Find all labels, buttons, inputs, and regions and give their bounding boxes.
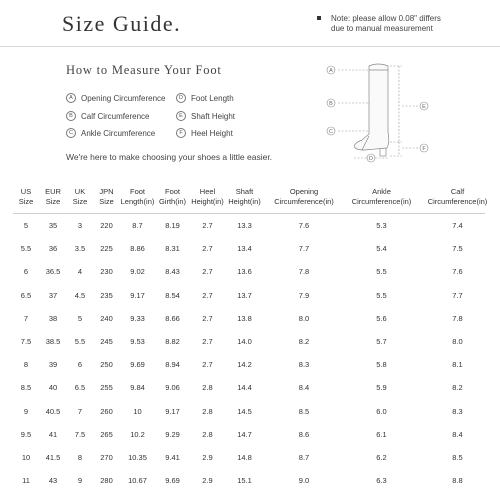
table-cell: 9.17: [165, 406, 180, 416]
letter-b-icon: B: [66, 111, 76, 121]
table-cell: 43: [48, 476, 58, 486]
table-cell: 9.29: [165, 429, 180, 439]
table-cell: 14.7: [237, 429, 252, 439]
table-row: [13, 400, 496, 423]
table-cell: 235: [100, 290, 113, 300]
column-header-line: Girth(in): [158, 197, 187, 206]
column-header: [344, 180, 419, 214]
table-cell: 10.2: [130, 429, 145, 439]
table-cell: 5.3: [376, 221, 387, 231]
column-header: [13, 180, 39, 214]
table-cell: 225: [100, 244, 113, 254]
column-header-line: Size: [45, 197, 61, 206]
table-cell: 9.69: [165, 476, 180, 486]
help-text: We're here to make choosing your shoes a little easier.: [66, 152, 273, 162]
table-row: [13, 237, 496, 260]
column-header-line: Heel: [199, 187, 216, 196]
table-cell: 13.4: [237, 244, 252, 254]
legend-item-shaft-height: [176, 111, 235, 121]
column-header: [39, 180, 67, 214]
table-cell: 8.66: [165, 313, 180, 323]
table-cell: 8.19: [165, 221, 180, 231]
table-cell: 5.8: [376, 360, 387, 370]
legend-label: Calf Circumference: [81, 111, 150, 121]
column-header-line: Ankle: [372, 187, 391, 196]
table-cell: 2.8: [202, 383, 213, 393]
table-cell: 7.6: [452, 267, 463, 277]
table-cell: 2.8: [202, 406, 213, 416]
table-cell: 10.67: [128, 476, 147, 486]
column-header: [67, 180, 93, 214]
table-cell: 5.6: [376, 313, 387, 323]
table-cell: 10: [133, 406, 142, 416]
letter-d-icon: D: [176, 93, 186, 103]
table-cell: 13.6: [237, 267, 252, 277]
table-cell: 2.7: [202, 313, 213, 323]
column-header-line: Shaft: [235, 187, 254, 196]
table-cell: 6.0: [376, 406, 387, 416]
table-cell: 7.7: [452, 290, 463, 300]
legend-label: Shaft Height: [191, 111, 236, 121]
table-cell: 270: [100, 452, 113, 462]
letter-e-icon: E: [176, 111, 186, 121]
table-cell: 8.3: [452, 406, 463, 416]
legend-item-foot-length: [176, 93, 234, 103]
table-cell: 11: [22, 476, 30, 486]
diagram-label-d: D: [369, 156, 373, 162]
table-cell: 7.5: [20, 337, 32, 347]
table-cell: 8.5: [452, 452, 463, 462]
table-cell: 6.5: [74, 383, 86, 393]
table-cell: 245: [100, 337, 113, 347]
column-header-line: EUR: [45, 187, 61, 196]
table-cell: 14.8: [237, 452, 252, 462]
table-cell: 8.5: [20, 383, 32, 393]
table-cell: 5.5: [20, 244, 32, 254]
column-header: [190, 180, 225, 214]
table-cell: 7.7: [298, 244, 310, 254]
table-cell: 8.31: [165, 244, 180, 254]
table-cell: 41: [48, 429, 58, 439]
table-cell: 14.4: [237, 383, 252, 393]
table-cell: 9.41: [165, 452, 180, 462]
table-cell: 37: [48, 290, 58, 300]
column-header-line: Circumference(in): [274, 197, 334, 206]
measure-title: How to Measure Your Foot: [66, 63, 222, 77]
table-cell: 13.7: [237, 290, 252, 300]
column-header-line: Circumference(in): [351, 197, 412, 206]
column-header-line: Opening: [289, 187, 319, 196]
legend-item-heel-height: [176, 128, 233, 138]
table-cell: 36.5: [45, 267, 61, 277]
table-cell: 35: [48, 221, 58, 231]
table-cell: 7.9: [298, 290, 310, 300]
table-cell: 15.1: [237, 476, 252, 486]
table-cell: 8: [77, 452, 83, 462]
table-cell: 230: [100, 267, 113, 277]
table-cell: 8: [23, 360, 29, 370]
table-cell: 220: [100, 221, 113, 231]
table-cell: 8.0: [298, 313, 310, 323]
column-header-line: US: [20, 187, 32, 196]
legend-label: Foot Length: [191, 93, 234, 103]
table-cell: 7.8: [452, 313, 463, 323]
column-header-line: Foot: [164, 187, 180, 196]
table-cell: 5.7: [376, 337, 387, 347]
table-cell: 3: [77, 221, 83, 231]
legend-item-ankle: [66, 128, 155, 138]
table-cell: 9: [77, 476, 83, 486]
column-header-line: Size: [99, 197, 114, 206]
measurement-note: [317, 14, 441, 34]
table-cell: 9.33: [130, 313, 145, 323]
table-cell: 9.17: [130, 290, 145, 300]
table-row: [13, 307, 496, 330]
note-line-2: due to manual measurement: [331, 24, 433, 33]
table-body: [13, 214, 496, 492]
table-cell: 41.5: [45, 452, 61, 462]
table-cell: 7.6: [298, 221, 310, 231]
table-cell: 8.0: [452, 337, 463, 347]
table-cell: 7.4: [452, 221, 463, 231]
table-cell: 8.2: [452, 383, 463, 393]
table-row: [13, 284, 496, 307]
table-cell: 9: [23, 406, 29, 416]
table-cell: 10.35: [128, 452, 147, 462]
table-cell: 5.5: [376, 267, 387, 277]
table-cell: 14.2: [237, 360, 252, 370]
table-cell: 9.0: [298, 476, 310, 486]
table-cell: 6.3: [376, 476, 387, 486]
table-cell: 5.5: [376, 290, 387, 300]
table-cell: 2.7: [202, 244, 213, 254]
column-header-line: Height(in): [191, 197, 224, 206]
table-row: [13, 423, 496, 446]
legend-label: Opening Circumference: [81, 93, 166, 103]
table-cell: 38: [48, 313, 58, 323]
column-header: [419, 180, 496, 214]
column-header-line: Height(in): [228, 197, 261, 206]
table-row: [13, 353, 496, 376]
column-header: [155, 180, 190, 214]
column-header-line: Size: [18, 197, 34, 206]
diagram-label-e: E: [422, 104, 426, 110]
table-cell: 5.5: [74, 337, 86, 347]
table-cell: 5.9: [376, 383, 387, 393]
table-cell: 38.5: [45, 337, 61, 347]
column-header: [264, 180, 344, 214]
table-cell: 8.8: [452, 476, 463, 486]
table-cell: 13.8: [237, 313, 252, 323]
table-cell: 8.86: [130, 244, 145, 254]
table-cell: 9.69: [130, 360, 145, 370]
column-header: [120, 180, 155, 214]
bullet-icon: [317, 16, 321, 20]
table-cell: 8.54: [165, 290, 180, 300]
table-cell: 6: [77, 360, 83, 370]
table-cell: 250: [100, 360, 113, 370]
table-cell: 8.7: [298, 452, 310, 462]
table-cell: 8.4: [298, 383, 310, 393]
table-cell: 2.9: [202, 452, 213, 462]
table-cell: 2.7: [202, 337, 213, 347]
table-cell: 39: [48, 360, 58, 370]
table-row: [13, 214, 496, 237]
table-cell: 6: [23, 267, 29, 277]
table-row: [13, 469, 496, 492]
table-cell: 10: [21, 452, 31, 462]
table-cell: 40.5: [45, 406, 61, 416]
table-cell: 36: [48, 244, 58, 254]
table-row: [13, 446, 496, 469]
diagram-label-a: A: [329, 68, 333, 74]
table-cell: 8.7: [132, 221, 143, 231]
table-cell: 4.5: [74, 290, 86, 300]
column-header-line: Calf: [450, 187, 465, 196]
table-header-row: [13, 180, 496, 214]
table-cell: 6.2: [376, 452, 387, 462]
table-cell: 9.84: [130, 383, 145, 393]
table-cell: 6.1: [376, 429, 387, 439]
table-cell: 7.8: [298, 267, 310, 277]
table-cell: 260: [100, 406, 113, 416]
table-row: [13, 376, 496, 399]
divider: [0, 46, 500, 47]
table-cell: 5: [23, 221, 29, 231]
table-cell: 2.7: [202, 360, 213, 370]
column-header-line: JPN: [99, 187, 114, 196]
table-cell: 265: [100, 429, 113, 439]
column-header-line: Size: [72, 197, 88, 206]
table-cell: 7.5: [74, 429, 86, 439]
table-cell: 9.53: [130, 337, 145, 347]
table-cell: 13.3: [237, 221, 252, 231]
table-cell: 2.8: [202, 429, 213, 439]
table-cell: 8.1: [452, 360, 463, 370]
letter-c-icon: C: [66, 128, 76, 138]
table-cell: 7: [77, 406, 83, 416]
table-cell: 8.5: [298, 406, 310, 416]
table-cell: 8.3: [298, 360, 310, 370]
table-cell: 2.7: [202, 267, 213, 277]
table-cell: 8.82: [165, 337, 180, 347]
legend-item-opening: [66, 93, 165, 103]
table-cell: 9.5: [20, 429, 32, 439]
note-line-1: Note: please allow 0.08" differs: [331, 14, 441, 23]
boot-diagram: [318, 60, 443, 165]
table-cell: 2.7: [202, 290, 213, 300]
column-header-line: Length(in): [120, 197, 155, 206]
page-title: Size Guide.: [62, 11, 182, 36]
table-cell: 8.43: [165, 267, 180, 277]
table-cell: 255: [100, 383, 113, 393]
diagram-label-b: B: [329, 101, 333, 107]
table-cell: 8.4: [452, 429, 463, 439]
column-header: [93, 180, 120, 214]
table-cell: 5.4: [376, 244, 387, 254]
table-cell: 7.5: [452, 244, 463, 254]
column-header: [225, 180, 264, 214]
column-header-line: Circumference(in): [427, 197, 488, 206]
diagram-label-f: F: [422, 146, 426, 152]
table-cell: 9.06: [165, 383, 180, 393]
table-row: [13, 260, 496, 283]
table-cell: 7: [23, 313, 29, 323]
letter-f-icon: F: [176, 128, 186, 138]
table-cell: 5: [77, 313, 83, 323]
size-table: [13, 180, 496, 492]
table-cell: 9.02: [130, 267, 145, 277]
table-cell: 8.6: [298, 429, 310, 439]
column-header-line: Foot: [129, 187, 145, 196]
table-cell: 3.5: [74, 244, 86, 254]
table-cell: 280: [100, 476, 113, 486]
table-cell: 2.7: [202, 221, 213, 231]
table-cell: 2.9: [202, 476, 213, 486]
table-row: [13, 330, 496, 353]
letter-a-icon: A: [66, 93, 76, 103]
table-cell: 8.94: [165, 360, 180, 370]
column-header-line: UK: [74, 187, 86, 196]
table-cell: 40: [48, 383, 58, 393]
table-cell: 240: [100, 313, 113, 323]
legend-item-calf: [66, 111, 149, 121]
table-cell: 14.0: [237, 337, 252, 347]
legend-label: Ankle Circumference: [81, 128, 156, 138]
table-cell: 4: [77, 267, 83, 277]
legend-label: Heel Height: [191, 128, 233, 138]
table-cell: 6.5: [20, 290, 32, 300]
table-cell: 14.5: [237, 406, 252, 416]
diagram-label-c: C: [329, 129, 333, 135]
table-cell: 8.2: [298, 337, 310, 347]
